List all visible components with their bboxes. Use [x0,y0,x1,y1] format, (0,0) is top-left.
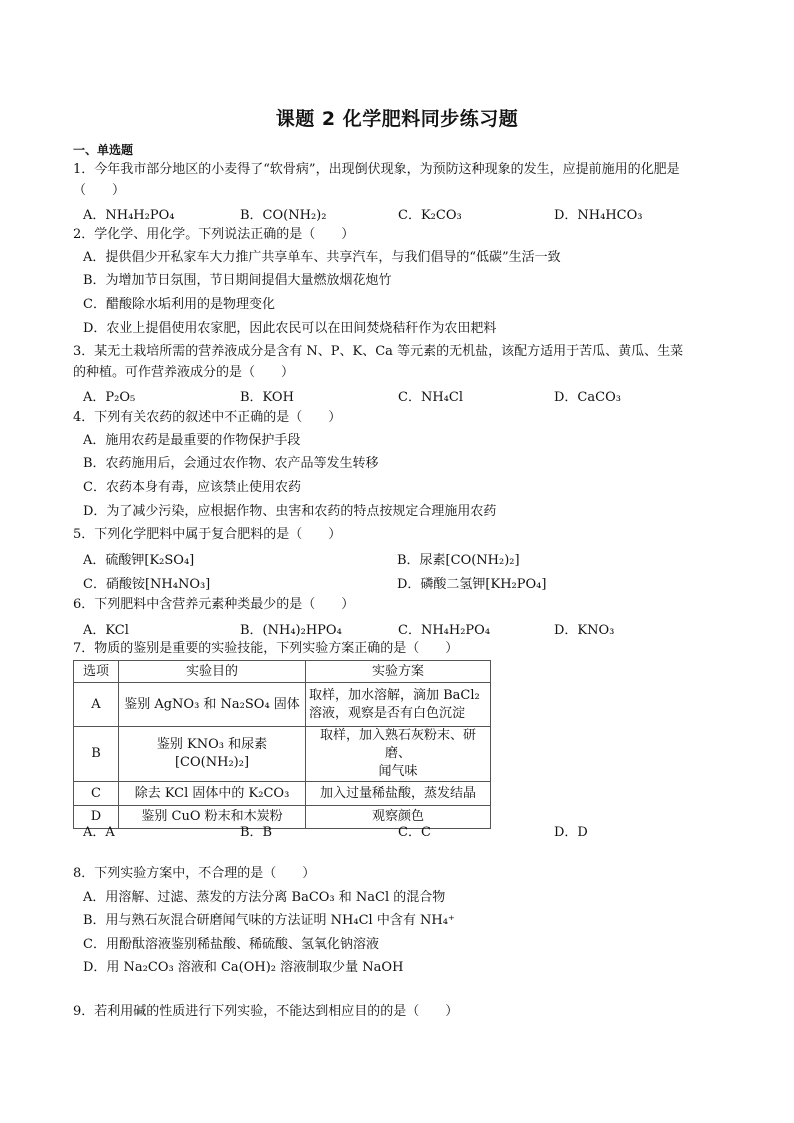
table-cell [306,683,491,727]
table-cell: C [74,782,119,806]
section-heading: 一、单选题 [73,143,134,157]
table-cell: 加入过量稀盐酸，蒸发结晶 [306,782,491,806]
question-4-option-a: A．施用农药是最重要的作物保护手段 [83,433,301,448]
table-cell-line: 取样，加水溶解，滴加 BaCl₂ [309,687,480,703]
question-5-options-row-2 [83,573,723,591]
table-cell: 鉴别 KNO₃ 和尿素[CO(NH₂)₂] [119,727,306,782]
question-1-stem-line-1: 1．今年我市部分地区的小麦得了“软骨病”，出现倒伏现象，为预防这种现象的发生，应提前施用的化肥是 [73,162,680,177]
table-cell [306,727,491,782]
option-b: B．B [240,825,273,840]
question-4-stem: 4．下列有关农药的叙述中不正确的是（ ） [73,410,342,425]
table-header: 选项 [74,661,119,683]
table-cell: 鉴别 AgNO₃ 和 Na₂SO₄ 固体 [119,683,306,727]
question-1-options [83,204,723,222]
table-cell: 鉴别 CuO 粉末和木炭粉 [119,806,306,829]
experiment-table [73,660,491,829]
option-a: A．KCl [83,623,129,638]
question-3-options [83,386,723,404]
question-9-stem: 9．若利用碱的性质进行下列实验，不能达到相应目的的是（ ） [73,1004,459,1019]
question-7-options [83,821,723,839]
option-b: B．(NH₄)₂HPO₄ [240,623,342,638]
page-title: 课题 2 化学肥料同步练习题 [275,108,519,130]
question-8-option-d: D．用 Na₂CO₃ 溶液和 Ca(OH)₂ 溶液制取少量 NaOH [83,960,404,975]
table-cell-line: 溶液，观察是否有白色沉淀 [309,705,466,721]
table-cell: B [74,727,119,782]
question-2-option-d: D．农业上提倡使用农家肥，因此农民可以在田间焚烧秸秆作为农田耙料 [83,321,497,336]
question-3-stem-line-2: 的种植。可作营养液成分的是（ ） [73,365,295,380]
option-d: D．CaCO₃ [554,390,621,405]
option-c: C．硝酸铵[NH₄NO₃] [83,577,211,592]
option-d: D．KNO₃ [554,623,615,638]
option-b: B．KOH [240,390,294,405]
option-a: A．硫酸钾[K₂SO₄] [83,553,195,568]
question-4-option-d: D．为了减少污染，应根据作物、虫害和农药的特点按规定合理施用农药 [83,504,497,519]
option-b: B．CO(NH₂)₂ [240,208,327,223]
option-c: C．NH₄H₂PO₄ [398,623,491,638]
option-d: D．磷酸二氢钾[KH₂PO₄] [397,577,547,592]
table-row [74,782,491,806]
question-4-option-c: C．农药本身有毒，应该禁止使用农药 [83,480,301,495]
question-6-stem: 6．下列肥料中含营养元素种类最少的是（ ） [73,597,355,612]
question-5-options-row-1 [83,549,723,567]
table-cell-line: 取样，加入熟石灰粉末、研磨、 [319,728,476,761]
question-6-options [83,619,723,637]
question-1-stem-line-2: （ ） [73,183,126,198]
option-c: C．C [398,825,431,840]
option-a: A．NH₄H₂PO₄ [83,208,175,223]
option-a: A．P₂O₅ [83,390,136,405]
table-cell-line: 闻气味 [378,764,418,779]
question-5-stem: 5．下列化学肥料中属于复合肥料的是（ ） [73,527,342,542]
question-8-option-a: A．用溶解、过滤、蒸发的方法分离 BaCO₃ 和 NaCl 的混合物 [83,890,446,905]
question-4-option-b: B．农药施用后，会通过农作物、农产品等发生转移 [83,456,379,471]
table-header: 实验方案 [306,661,491,683]
question-8-option-c: C．用酚酞溶液鉴别稀盐酸、稀硫酸、氢氧化钠溶液 [83,937,379,952]
question-2-option-a: A．提供倡少开私家车大力推广共享单车、共享汽车，与我们倡导的“低碳”生活一致 [83,250,561,265]
question-2-option-b: B．为增加节日氛围，节日期间提倡大量燃放烟花炮竹 [83,273,392,288]
option-b: B．尿素[CO(NH₂)₂] [397,553,520,568]
option-c: C．K₂CO₃ [398,208,462,223]
question-7-stem: 7．物质的鉴别是重要的实验技能，下列实验方案正确的是（ ） [73,641,459,656]
question-2-stem: 2．学化学、用化学。下列说法正确的是（ ） [73,227,355,242]
table-header: 实验目的 [119,661,306,683]
table-row [74,727,491,782]
table-cell: D [74,806,119,829]
option-c: C．NH₄Cl [398,390,463,405]
question-8-option-b: B．用与熟石灰混合研磨闻气味的方法证明 NH₄Cl 中含有 NH₄⁺ [83,913,455,928]
question-2-option-c: C．醋酸除水垢利用的是物理变化 [83,297,275,312]
table-cell: 观察颜色 [306,806,491,829]
table-cell: 除去 KCl 固体中的 K₂CO₃ [119,782,306,806]
table-cell: A [74,683,119,727]
option-d: D．D [554,825,588,840]
table-header-row [74,661,491,683]
table-row [74,683,491,727]
question-8-stem: 8．下列实验方案中，不合理的是（ ） [73,866,316,881]
question-3-stem-line-1: 3．某无土栽培所需的营养液成分是含有 N、P、K、Ca 等元素的无机盐，该配方适用于苦瓜、黄瓜、生菜 [73,344,684,359]
option-d: D．NH₄HCO₃ [554,208,643,223]
option-a: A．A [83,825,115,840]
